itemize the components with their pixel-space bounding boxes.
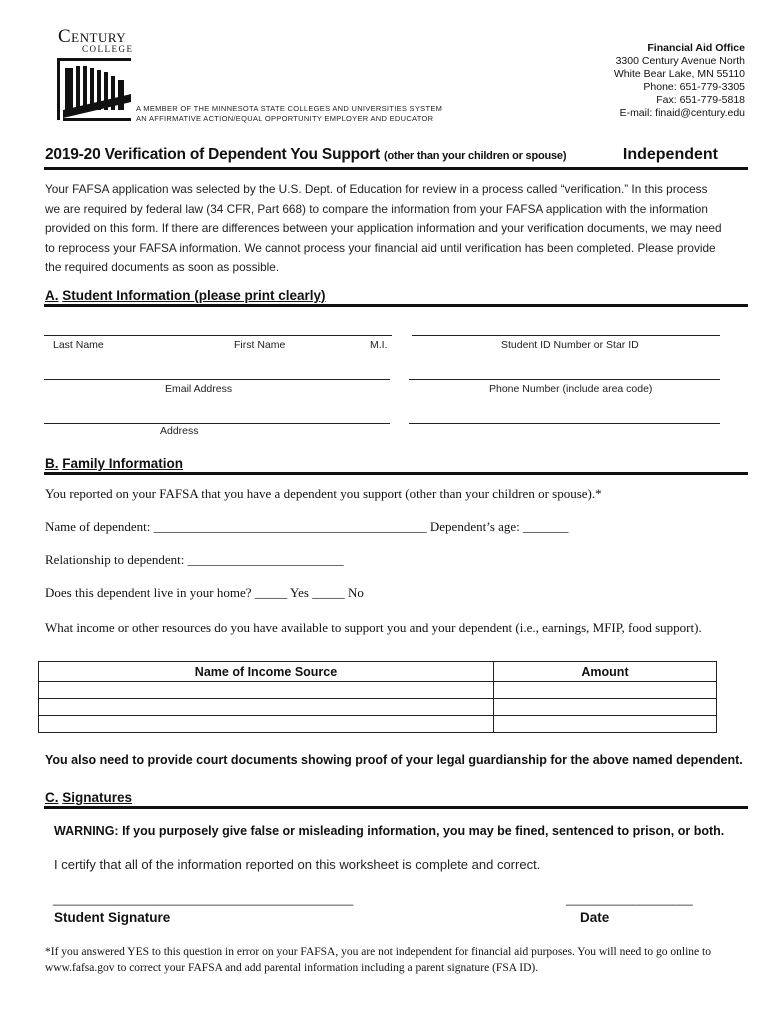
phone-label: Phone Number (include area code) <box>489 383 653 395</box>
amount-cell[interactable] <box>494 716 717 733</box>
table-row <box>39 716 717 733</box>
amount-header: Amount <box>494 662 717 682</box>
email-field-line[interactable] <box>44 379 390 380</box>
section-b-heading <box>45 456 183 471</box>
section-b-title: Family Information <box>62 456 184 471</box>
warning-text <box>54 824 724 838</box>
income-source-cell[interactable] <box>39 682 494 699</box>
office-title: Financial Aid Office <box>647 42 745 54</box>
date-label: Date <box>580 910 610 925</box>
email-label: Email Address <box>165 383 233 395</box>
form-title-sub: (other than your children or spouse) <box>384 150 567 162</box>
intro-paragraph: Your FAFSA application was selected by the U.S. Dept. of Education for review in a process called “verification.” In this process we are required by federal law (34 CFR, Part 668) to compare the information from your FAFSA application with the information provided on this form. If there are differences between your application information and your verification documents, we may need to reprocess your FAFSA information. We cannot process your financial aid until verification has been completed. Please provide the required documents as soon as possible. <box>45 182 722 274</box>
office-email: E-mail: finaid@century.edu <box>619 107 745 119</box>
income-question: What income or other resources do you have available to support you and your dependent (i.e., earnings, MFIP, food support). <box>45 620 702 635</box>
live-in-home-field[interactable]: Does this dependent live in your home? _____ Yes _____ No <box>45 585 364 600</box>
last-name-label: Last Name <box>53 339 104 351</box>
section-a-rule <box>44 304 748 307</box>
footnote: *If you answered YES to this question in error on your FAFSA, you are not independent for financial aid purposes. You will need to go online to www.fafsa.gov to correct your FAFSA and add parental information including a parent signature (FSA ID). <box>45 946 711 974</box>
income-table <box>38 661 717 733</box>
office-address-1: 3300 Century Avenue North <box>615 55 745 67</box>
tagline-line-1: A MEMBER OF THE MINNESOTA STATE COLLEGES AND UNIVERSITIES SYSTEM <box>136 104 443 113</box>
office-address-2: White Bear Lake, MN 55110 <box>613 68 745 80</box>
date-line[interactable]: ___________________ <box>566 892 693 906</box>
student-signature-label: Student Signature <box>54 910 171 925</box>
signature-line[interactable]: _____________________________________________ <box>53 892 354 906</box>
certify-statement: I certify that all of the information reported on this worksheet is complete and correct. <box>54 857 541 872</box>
income-source-header: Name of Income Source <box>39 662 494 682</box>
relationship-field[interactable]: Relationship to dependent: ________________________ <box>45 552 344 567</box>
tagline <box>136 104 442 124</box>
section-a-letter: A. <box>45 288 59 303</box>
section-b-rule <box>44 472 748 475</box>
section-b-letter: B. <box>45 456 59 471</box>
logo-wordmark: Century <box>58 26 127 47</box>
phone-field-line[interactable] <box>409 379 720 380</box>
student-id-label: Student ID Number or Star ID <box>501 339 639 351</box>
office-phone: Phone: 651-779-3305 <box>643 81 745 93</box>
office-contact-block <box>485 42 745 120</box>
amount-cell[interactable] <box>494 682 717 699</box>
section-a-title: Student Information (please print clearly) <box>62 288 326 303</box>
form-title-main: 2019-20 Verification of Dependent You Support <box>45 146 380 163</box>
court-documents-note: You also need to provide court documents showing proof of your legal guardianship for the above named dependent. <box>45 753 743 767</box>
first-name-label: First Name <box>234 339 286 351</box>
name-of-dependent-field[interactable]: Name of dependent: __________________________________________ Dependent’s age: _______ <box>45 519 569 534</box>
form-title <box>45 146 566 164</box>
section-a-heading <box>45 288 326 303</box>
student-id-field-line[interactable] <box>412 335 720 336</box>
tagline-line-2: AN AFFIRMATIVE ACTION/EQUAL OPPORTUNITY EMPLOYER AND EDUCATOR <box>136 114 434 123</box>
office-fax: Fax: 651-779-5818 <box>656 94 745 106</box>
income-table-header <box>39 662 717 682</box>
address-field-line-2[interactable] <box>409 423 720 424</box>
income-source-cell[interactable] <box>39 699 494 716</box>
section-c-heading <box>45 790 132 805</box>
address-field-line[interactable] <box>44 423 390 424</box>
logo-subtitle: COLLEGE <box>82 44 134 54</box>
dependent-reported-text: You reported on your FAFSA that you have a dependent you support (other than your children or spouse).* <box>45 486 602 501</box>
warning-body: If you purposely give false or misleading information, you may be fined, sentenced to prison, or both. <box>122 824 725 838</box>
mi-label: M.I. <box>370 339 388 351</box>
address-label: Address <box>160 425 199 437</box>
table-row <box>39 699 717 716</box>
section-c-title: Signatures <box>62 790 133 805</box>
name-field-line[interactable] <box>44 335 392 336</box>
century-building-logo-icon <box>55 56 135 122</box>
income-source-cell[interactable] <box>39 716 494 733</box>
warning-label: WARNING: <box>54 824 119 838</box>
status-label: Independent <box>622 146 718 163</box>
section-c-rule <box>44 806 748 809</box>
title-rule <box>44 167 748 170</box>
amount-cell[interactable] <box>494 699 717 716</box>
section-c-letter: C. <box>45 790 59 805</box>
table-row <box>39 682 717 699</box>
